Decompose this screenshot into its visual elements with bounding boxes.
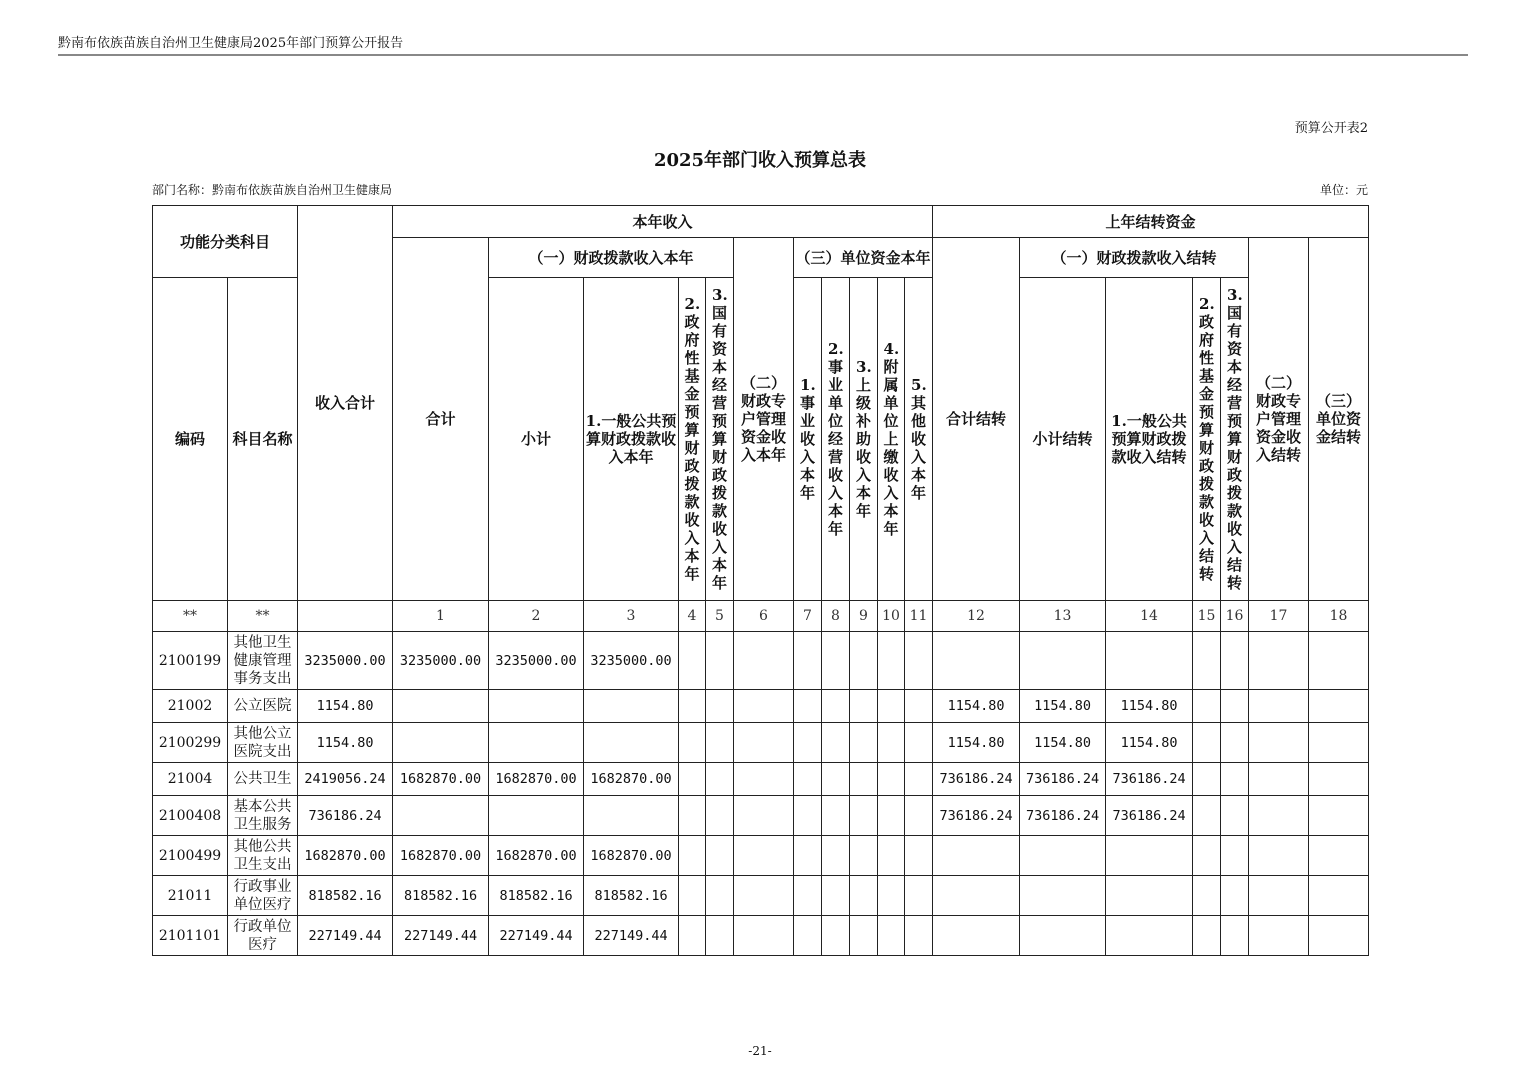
header-this-year: 本年收入 [393,206,933,238]
row-code: 2100299 [153,723,228,763]
row-code: 2100408 [153,796,228,836]
row-value [1249,796,1309,836]
index-cell: 8 [822,601,850,632]
row-value [1193,796,1221,836]
header-fin-alloc-this: （一）财政拨款收入本年 [489,238,734,278]
header-code: 编码 [153,278,228,601]
table-row [153,763,1369,796]
row-value [679,796,706,836]
row-value [1309,916,1369,956]
row-value [1193,916,1221,956]
row-code: 2101101 [153,916,228,956]
row-value [822,723,850,763]
row-value [878,763,905,796]
header-u3: 3.上级补助收入本年 [850,278,878,601]
table-title: 2025年部门收入预算总表 [653,150,867,171]
row-value [850,836,878,876]
row-value [1309,836,1369,876]
index-cell: 9 [850,601,878,632]
index-cell: 7 [794,601,822,632]
index-cell: 5 [706,601,734,632]
row-value [794,723,822,763]
row-value: 1682870.00 [584,836,679,876]
row-value [850,916,878,956]
row-value [933,836,1020,876]
row-value [1249,916,1309,956]
row-value [734,796,794,836]
page-number: -21- [748,1044,772,1058]
row-value [1309,723,1369,763]
row-value [679,723,706,763]
row-value [1193,723,1221,763]
row-value [822,876,850,916]
row-value [1221,916,1249,956]
row-value: 818582.16 [298,876,393,916]
row-subject-name: 公立医院 [228,690,298,723]
row-value [933,916,1020,956]
row-value: 736186.24 [298,796,393,836]
index-cell: 2 [489,601,584,632]
row-value [905,796,933,836]
row-value: 227149.44 [489,916,584,956]
row-code: 21004 [153,763,228,796]
row-value [822,690,850,723]
row-value [489,690,584,723]
row-value [584,796,679,836]
index-cell: 11 [905,601,933,632]
row-value [1249,690,1309,723]
table-row [153,632,1369,690]
row-value [1106,632,1193,690]
row-value [1309,763,1369,796]
row-value: 1682870.00 [298,836,393,876]
row-value [734,690,794,723]
row-value [734,763,794,796]
row-value [1309,632,1369,690]
row-value: 736186.24 [1106,796,1193,836]
row-value [933,632,1020,690]
index-cell: 4 [679,601,706,632]
row-code: 21002 [153,690,228,723]
row-value [822,916,850,956]
row-value [794,690,822,723]
header-general-public-carry: 1.一般公共预算财政拨款收入结转 [1106,278,1193,601]
index-cell: 6 [734,601,794,632]
row-value: 3235000.00 [584,632,679,690]
row-value [1249,723,1309,763]
row-value [1020,876,1106,916]
row-value [1309,690,1369,723]
row-value [679,763,706,796]
header-u2: 2.事业单位经营收入本年 [822,278,850,601]
row-value [1193,836,1221,876]
index-cell: 14 [1106,601,1193,632]
row-value [822,763,850,796]
header-rule [58,54,1468,56]
row-value: 818582.16 [489,876,584,916]
row-value [1020,632,1106,690]
header-unit-funds-carry: （三）单位资金结转 [1309,238,1369,601]
row-value [706,632,734,690]
row-subject-name: 基本公共卫生服务 [228,796,298,836]
row-subject-name: 公共卫生 [228,763,298,796]
row-value: 736186.24 [1020,763,1106,796]
header-func-class: 功能分类科目 [153,206,298,278]
row-value: 1154.80 [933,690,1020,723]
row-value [850,876,878,916]
header-subtotal-carry: 小计结转 [1020,278,1106,601]
row-value [679,876,706,916]
row-value [905,763,933,796]
index-cell: 10 [878,601,905,632]
row-value [489,796,584,836]
row-value [734,916,794,956]
header-subject: 科目名称 [228,278,298,601]
row-value [1193,763,1221,796]
row-value [1249,836,1309,876]
row-value [850,632,878,690]
row-value [905,632,933,690]
header-gov-fund: 2.政府性基金预算财政拨款收入本年 [679,278,706,601]
row-value: 227149.44 [584,916,679,956]
index-cell: 15 [1193,601,1221,632]
row-value [1106,876,1193,916]
row-value [1221,690,1249,723]
row-value [706,876,734,916]
row-value [794,836,822,876]
row-value: 1154.80 [933,723,1020,763]
row-value [734,723,794,763]
index-cell: 13 [1020,601,1106,632]
row-value [1249,876,1309,916]
index-cell: 12 [933,601,1020,632]
table-row [153,876,1369,916]
row-value: 1154.80 [1106,723,1193,763]
table-body [153,601,1369,956]
row-value [905,723,933,763]
row-value [822,836,850,876]
row-value [679,632,706,690]
row-value [794,632,822,690]
index-cell: 3 [584,601,679,632]
row-value [1106,836,1193,876]
table-row [153,690,1369,723]
row-value [905,690,933,723]
table-row [153,916,1369,956]
row-value: 1682870.00 [393,836,489,876]
row-value [706,836,734,876]
row-value [1221,876,1249,916]
header-total: 合计 [393,238,489,601]
row-value [878,723,905,763]
row-value [1221,632,1249,690]
row-value [878,632,905,690]
header-general-public: 1.一般公共预算财政拨款收入本年 [584,278,679,601]
row-value [794,796,822,836]
row-value [794,916,822,956]
row-value [734,632,794,690]
row-value [1193,632,1221,690]
row-value: 1682870.00 [489,763,584,796]
row-value [679,916,706,956]
header-u4: 4.附属单位上缴收入本年 [878,278,905,601]
row-subject-name: 其他卫生健康管理事务支出 [228,632,298,690]
row-value [1309,876,1369,916]
income-budget-table [152,205,1369,956]
row-value [1193,876,1221,916]
row-value [706,690,734,723]
row-value: 1154.80 [1106,690,1193,723]
row-value: 818582.16 [393,876,489,916]
row-subject-name: 其他公立医院支出 [228,723,298,763]
table-row [153,723,1369,763]
row-value [794,763,822,796]
row-value [850,690,878,723]
row-value [878,876,905,916]
row-value [393,796,489,836]
row-value [679,690,706,723]
header-u5: 5.其他收入本年 [905,278,933,601]
row-value: 1682870.00 [584,763,679,796]
row-value [933,876,1020,916]
header-state-capital-carry: 3.国有资本经营预算财政拨款收入结转 [1221,278,1249,601]
row-value [706,916,734,956]
index-cell: ** [153,601,228,632]
index-cell: 16 [1221,601,1249,632]
row-value: 3235000.00 [298,632,393,690]
index-row [153,601,1369,632]
row-value: 736186.24 [933,763,1020,796]
page-header: 黔南布依族苗族自治州卫生健康局2025年部门预算公开报告 [58,36,404,51]
row-subject-name: 行政单位医疗 [228,916,298,956]
row-code: 21011 [153,876,228,916]
row-value: 736186.24 [933,796,1020,836]
row-value: 1682870.00 [393,763,489,796]
row-value [1221,796,1249,836]
row-value: 2419056.24 [298,763,393,796]
row-value [1221,723,1249,763]
form-number: 预算公开表2 [1294,121,1368,136]
row-value: 1154.80 [298,690,393,723]
row-value [1020,916,1106,956]
row-value: 3235000.00 [393,632,489,690]
row-value: 1154.80 [1020,723,1106,763]
row-value [822,632,850,690]
table-row [153,836,1369,876]
row-value [1221,836,1249,876]
row-value [734,836,794,876]
row-value [905,916,933,956]
row-value: 1154.80 [1020,690,1106,723]
row-value [584,723,679,763]
table-row [153,796,1369,836]
header-income-total: 收入合计 [298,206,393,601]
row-value: 227149.44 [298,916,393,956]
row-value: 736186.24 [1106,763,1193,796]
header-gov-fund-carry: 2.政府性基金预算财政拨款收入结转 [1193,278,1221,601]
row-value [584,690,679,723]
row-value [489,723,584,763]
row-code: 2100199 [153,632,228,690]
index-cell: ** [228,601,298,632]
header-total-carry: 合计结转 [933,238,1020,601]
row-value: 1154.80 [298,723,393,763]
index-cell [298,601,393,632]
header-fin-special: （二）财政专户管理资金收入本年 [734,238,794,601]
row-value: 227149.44 [393,916,489,956]
header-fin-alloc-carry: （一）财政拨款收入结转 [1020,238,1249,278]
row-value [706,723,734,763]
row-value [878,796,905,836]
row-value [1309,796,1369,836]
row-value: 736186.24 [1020,796,1106,836]
row-value [878,690,905,723]
row-value [706,796,734,836]
department-name: 部门名称：黔南布依族苗族自治州卫生健康局 [152,183,393,197]
row-value [393,723,489,763]
row-value [878,836,905,876]
row-value [822,796,850,836]
row-subject-name: 行政事业单位医疗 [228,876,298,916]
header-unit-funds-this: （三）单位资金本年 [794,238,933,278]
row-value [1249,763,1309,796]
row-value [850,763,878,796]
row-subject-name: 其他公共卫生支出 [228,836,298,876]
row-value: 818582.16 [584,876,679,916]
row-value [905,836,933,876]
row-value [734,876,794,916]
header-u1: 1.事业收入本年 [794,278,822,601]
unit-label: 单位：元 [1319,183,1368,197]
row-value: 3235000.00 [489,632,584,690]
row-value [794,876,822,916]
row-value [679,836,706,876]
header-subtotal: 小计 [489,278,584,601]
row-value [1193,690,1221,723]
index-cell: 17 [1249,601,1309,632]
row-value [393,690,489,723]
row-value: 1682870.00 [489,836,584,876]
header-last-year: 上年结转资金 [933,206,1369,238]
row-value [1249,632,1309,690]
header-fin-special-carry: （二）财政专户管理资金收入结转 [1249,238,1309,601]
row-value [878,916,905,956]
row-value [1106,916,1193,956]
index-cell: 1 [393,601,489,632]
row-value [706,763,734,796]
row-value [1221,763,1249,796]
row-value [850,796,878,836]
row-value [850,723,878,763]
row-value [905,876,933,916]
index-cell: 18 [1309,601,1369,632]
header-state-capital: 3.国有资本经营预算财政拨款收入本年 [706,278,734,601]
row-code: 2100499 [153,836,228,876]
row-value [1020,836,1106,876]
